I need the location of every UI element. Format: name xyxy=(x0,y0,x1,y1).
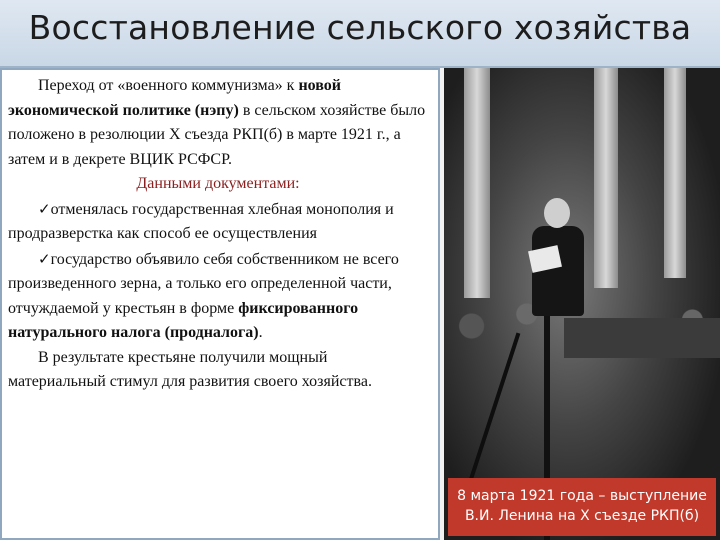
photo-caption xyxy=(448,478,716,536)
photo-pillar xyxy=(594,68,618,288)
photo-pillar xyxy=(664,68,686,278)
bullet-2-text-bold: фиксированного натурального налога (продналога) xyxy=(8,299,359,341)
slide-title: Восстановление сельского хозяйства xyxy=(28,8,692,47)
caption-line-2: В.И. Ленина на X съезде РКП(б) xyxy=(464,508,700,524)
caption-line-1: 8 марта 1921 года – выступление xyxy=(457,488,707,504)
photo-table xyxy=(564,318,720,358)
result-paragraph: В результате крестьяне получили мощный материальный стимул для развития своего хозяйства. xyxy=(8,348,372,390)
text-content xyxy=(8,74,428,395)
intro-paragraph xyxy=(8,74,428,172)
documents-heading: Данными документами: xyxy=(136,175,300,192)
text-panel xyxy=(0,68,440,540)
checkmark-icon: ✓ xyxy=(38,199,51,218)
historical-photo xyxy=(444,68,720,540)
intro-text-a: Переход от «военного коммунизма» к xyxy=(38,77,299,94)
bullet-item-1 xyxy=(8,197,428,247)
bullet-2-text-end: . xyxy=(258,324,263,341)
bullet-item-2 xyxy=(8,247,428,346)
photo-pillar xyxy=(464,68,490,298)
intro-text-bold: новой экономической политике (нэпу) xyxy=(8,77,342,119)
bullet-2-text-a: государство объявило себя собственником не всего произведенного зерна, а только его определенной части, отчуждаемой у крестьян в форме xyxy=(8,250,399,317)
intro-text-b: в сельском хозяйстве было положено в резолюции X съезда РКП(б) в марте 1921 г., а затем и в декрете ВЦИК РСФСР. xyxy=(8,101,426,168)
bullet-1-text: отменялась государственная хлебная монополия и продразверстка как способ ее осуществления xyxy=(8,200,394,242)
title-bar xyxy=(0,0,720,68)
checkmark-icon: ✓ xyxy=(38,249,51,268)
photo-speaker-head xyxy=(544,198,570,228)
